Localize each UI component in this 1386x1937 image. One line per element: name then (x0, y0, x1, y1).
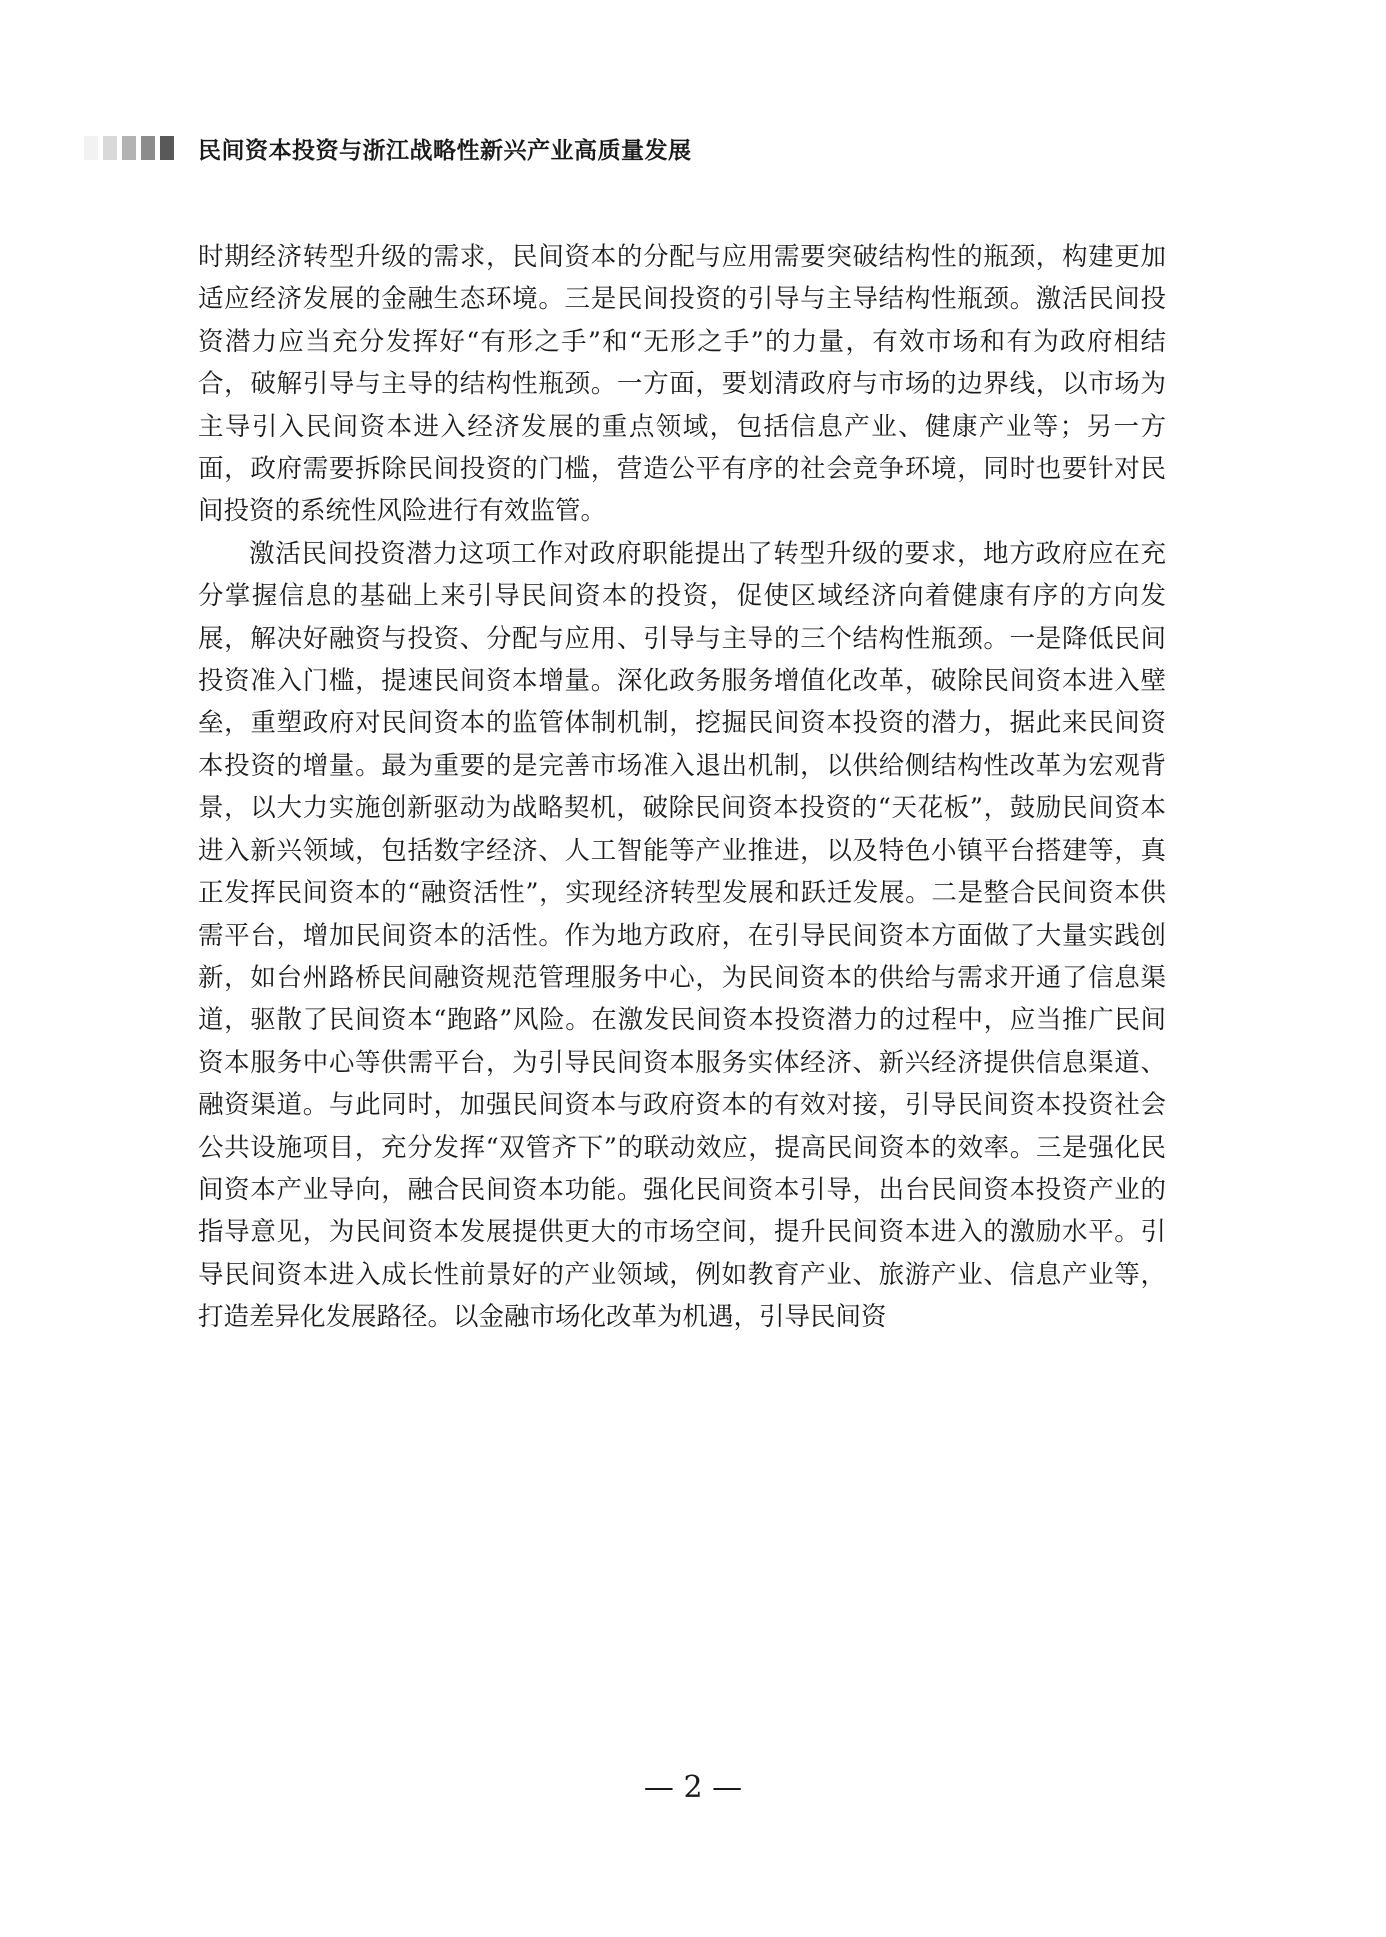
header-bar (103, 136, 117, 160)
body-text (198, 236, 1166, 1339)
running-header (84, 132, 692, 164)
header-decoration-bars (84, 136, 174, 160)
header-bar (141, 136, 155, 160)
header-bar (122, 136, 136, 160)
page-number: — 2 — (643, 1770, 743, 1805)
paragraph: 激活民间投资潜力这项工作对政府职能提出了转型升级的要求，地方政府应在充分掌握信息的基础上来引导民间资本的投资，促使区域经济向着健康有序的方向发展，解决好融资与投资、分配与应用、引导与主导的三个结构性瓶颈。一是降低民间投资准入门槛，提速民间资本增量。深化政务服务增值化改革，破除民间资本进入壁垒，重塑政府对民间资本的监管体制机制，挖掘民间资本投资的潜力，据此来民间资本投资的增量。最为重要的是完善市场准入退出机制，以供给侧结构性改革为宏观背景，以大力实施创新驱动为战略契机，破除民间资本投资的“天花板”，鼓励民间资本进入新兴领域，包括数字经济、人工智能等产业推进，以及特色小镇平台搭建等，真正发挥民间资本的“融资活性”，实现经济转型发展和跃迁发展。二是整合民间资本供需平台，增加民间资本的活性。作为地方政府，在引导民间资本方面做了大量实践创新，如台州路桥民间融资规范管理服务中心，为民间资本的供给与需求开通了信息渠道，驱散了民间资本“跑路”风险。在激发民间资本投资潜力的过程中，应当推广民间资本服务中心等供需平台，为引导民间资本服务实体经济、新兴经济提供信息渠道、融资渠道。与此同时，加强民间资本与政府资本的有效对接，引导民间资本投资社会公共设施项目，充分发挥“双管齐下”的联动效应，提高民间资本的效率。三是强化民间资本产业导向，融合民间资本功能。强化民间资本引导，出台民间资本投资产业的指导意见，为民间资本发展提供更大的市场空间，提升民间资本进入的激励水平。引导民间资本进入成长性前景好的产业领域，例如教育产业、旅游产业、信息产业等，打造差异化发展路径。以金融市场化改革为机遇，引导民间资 (198, 538, 1166, 1333)
header-bar (160, 136, 174, 160)
paragraph-continued: 时期经济转型升级的需求，民间资本的分配与应用需要突破结构性的瓶颈，构建更加适应经济发展的金融生态环境。三是民间投资的引导与主导结构性瓶颈。激活民间投资潜力应当充分发挥好“有形之手”和“无形之手”的力量，有效市场和有为政府相结合，破解引导与主导的结构性瓶颈。一方面，要划清政府与市场的边界线，以市场为主导引入民间资本进入经济发展的重点领域，包括信息产业、健康产业等；另一方面，政府需要拆除民间投资的门槛，营造公平有序的社会竞争环境，同时也要针对民间投资的系统性风险进行有效监管。 (198, 242, 1166, 527)
header-bar (84, 136, 98, 160)
running-header-title: 民间资本投资与浙江战略性新兴产业高质量发展 (198, 137, 692, 164)
